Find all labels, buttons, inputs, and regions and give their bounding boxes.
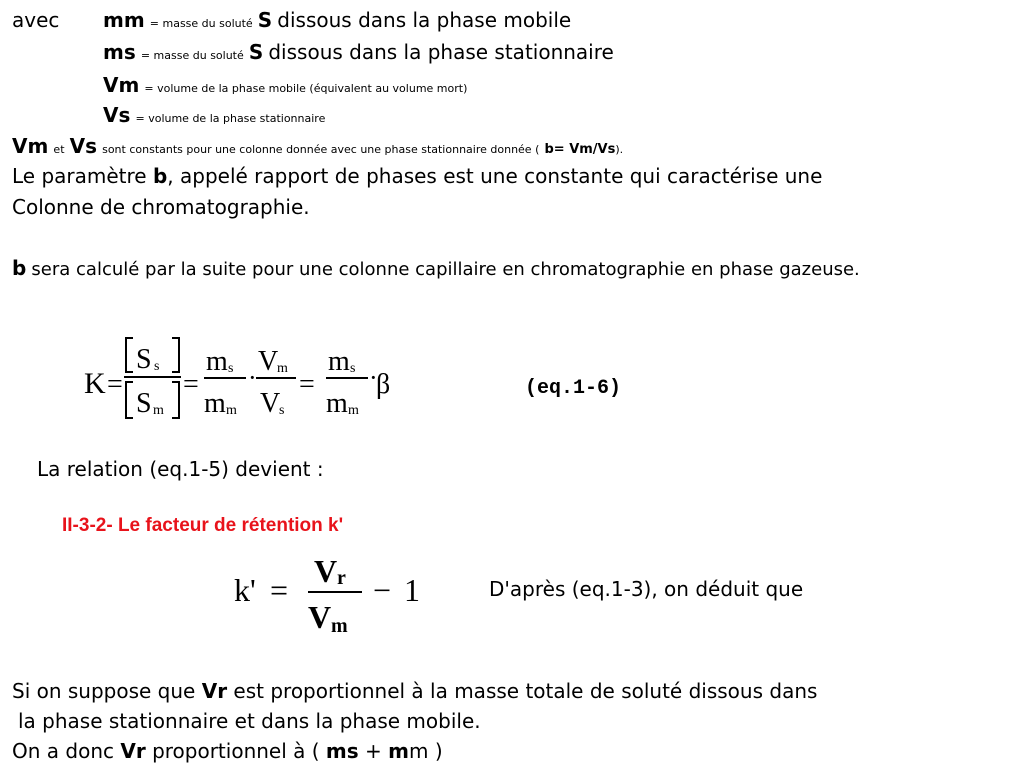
eq16-ms2-sub: s (350, 361, 356, 376)
eq16-beta: β (376, 369, 391, 400)
const-et: et (53, 143, 65, 156)
eq16-bracket-top (126, 338, 179, 372)
const-end: ). (615, 143, 624, 156)
eqk-Vr-main: V (314, 553, 338, 589)
eq16-mm2-sub: m (348, 403, 359, 418)
para3-l3-end: m ) (409, 739, 443, 763)
para2-rest: sera calculé par la suite pour une colonne capillaire en chromatographie en phase gazeuse. (31, 259, 860, 280)
eqk-Vm-sub: m (331, 615, 348, 637)
eq16-dot1: · (248, 363, 257, 392)
para3-l3-vr: Vr (120, 739, 146, 763)
def-ms-symbol: ms (103, 40, 136, 64)
eqk-minus: − (373, 572, 392, 608)
eqk-Vr-sub: r (337, 567, 346, 589)
eq16-eq1: = (107, 369, 123, 400)
para3-l3-ms: ms (325, 739, 359, 763)
eqk-k: k' (234, 572, 256, 608)
eq16-eq2: = (183, 369, 199, 400)
para1-b: b (152, 164, 168, 188)
const-desc: sont constants pour une colonne donnée avec une phase stationnaire donnée ( (102, 143, 540, 156)
def-ms (103, 40, 614, 64)
eq16-ms-main: m (206, 346, 228, 377)
def-ms-desc: = masse du soluté (140, 49, 244, 62)
para3-l3-plus: + (365, 739, 382, 763)
const-vs: Vs (69, 134, 97, 158)
avec-label: avec (12, 8, 60, 32)
eq16-Sm-sub: m (153, 403, 164, 418)
eq16-Vs-main: V (260, 388, 281, 419)
para3-l1-start: Si on suppose que (12, 679, 196, 703)
const-vm: Vm (12, 134, 49, 158)
def-mm-symbol: mm (103, 8, 145, 32)
eqk-one: 1 (404, 572, 420, 608)
eq16-Sm-main: S (136, 388, 152, 419)
def-vm-symbol: Vm (103, 73, 140, 97)
para3-line2: la phase stationnaire et dans la phase mobile. (18, 709, 481, 733)
eq16-label: (eq.1-6) (525, 377, 622, 400)
def-vm-desc: = volume de la phase mobile (équivalent au volume mort) (144, 82, 468, 95)
eq16-eq3: = (299, 369, 315, 400)
def-mm-rest: dissous dans la phase mobile (277, 8, 572, 32)
eq16-dot2: · (369, 363, 378, 392)
def-mm-desc: = masse du soluté (149, 17, 253, 30)
eq16-Ss-sub: s (154, 359, 160, 374)
def-mm (103, 8, 571, 32)
para3-line1 (12, 679, 817, 703)
para3-l1-rest: est proportionnel à la masse totale de soluté dissous dans (233, 679, 818, 703)
def-ms-rest: dissous dans la phase stationnaire (268, 40, 614, 64)
def-vs-desc: = volume de la phase stationnaire (135, 112, 326, 125)
constants-line (12, 134, 623, 158)
eq16-Vs-sub: s (279, 403, 285, 418)
para3-l3-start: On a donc (12, 739, 114, 763)
para3-l3-m: m (388, 739, 409, 763)
para1-start: Le paramètre (12, 164, 147, 188)
eq16-Vm-main: V (258, 346, 279, 377)
eq16-K: K (84, 367, 106, 400)
const-formula: b= Vm/Vs (544, 142, 616, 157)
eq16-Ss-main: S (136, 344, 152, 375)
paragraph-phase-ratio (12, 164, 822, 188)
eqk-Vm-main: V (308, 599, 332, 635)
eq16-ms-sub: s (228, 361, 234, 376)
equation-k-prime (228, 548, 428, 640)
para3-l3-rest: proportionnel à ( (152, 739, 320, 763)
section-heading: II-3-2- Le facteur de rétention k' (62, 515, 344, 536)
eq16-mm2-main: m (326, 388, 348, 419)
def-ms-s: S (248, 40, 264, 64)
eq16-ms2-main: m (328, 346, 350, 377)
para3-l1-vr: Vr (201, 679, 228, 703)
para3-line3 (12, 739, 443, 763)
def-vs (103, 103, 325, 127)
equation-1-6 (80, 330, 400, 425)
eq16-mm-main: m (204, 388, 226, 419)
relation-text: La relation (eq.1-5) devient : (37, 457, 324, 481)
paragraph-b-calc (12, 256, 860, 280)
eq16-Vm-sub: m (277, 361, 288, 376)
para1-rest: , appelé rapport de phases est une constante qui caractérise une (167, 164, 823, 188)
def-vs-symbol: Vs (103, 103, 131, 127)
eqk-eq: = (270, 572, 289, 608)
para2-b: b (12, 256, 27, 280)
eq16-mm-sub: m (226, 403, 237, 418)
def-mm-s: S (257, 8, 273, 32)
def-vm (103, 73, 467, 97)
eqk-text: D'après (eq.1-3), on déduit que (489, 577, 804, 601)
para1-line2: Colonne de chromatographie. (12, 195, 310, 219)
